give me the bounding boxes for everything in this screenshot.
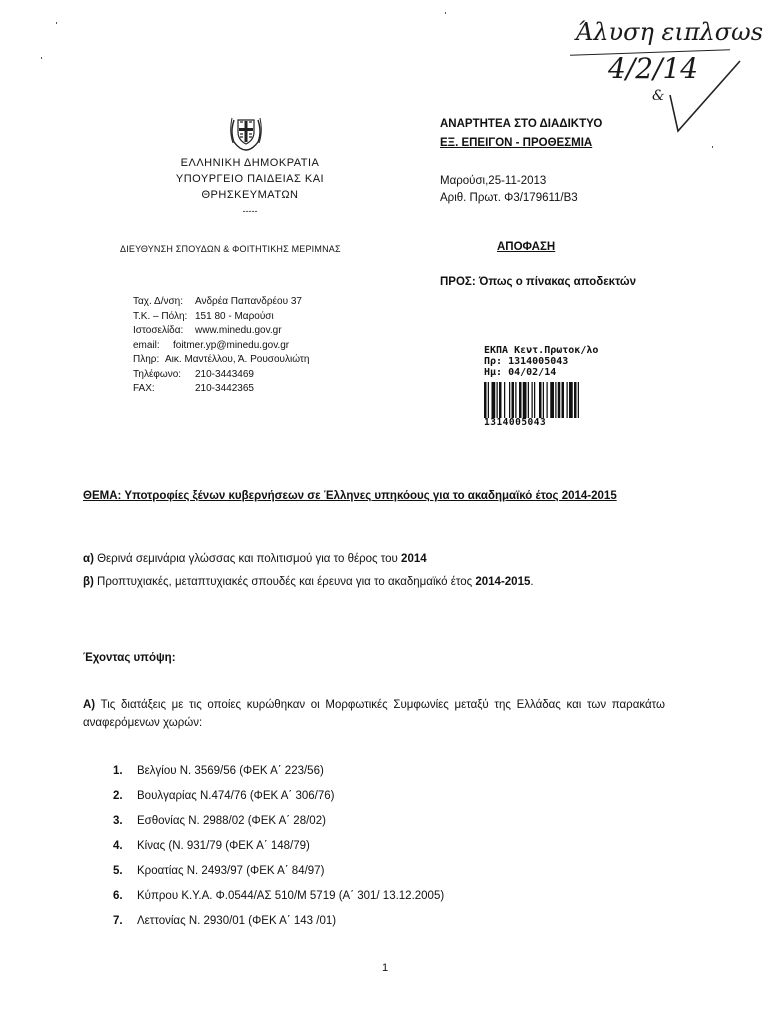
item-text: Προπτυχιακές, μεταπτυχιακές σπουδές και έρευνα για το ακαδημαϊκό έτος	[93, 576, 476, 588]
contact-value: 210-3442365	[195, 383, 254, 394]
header-separator: -----	[242, 206, 258, 216]
greek-emblem-icon	[226, 112, 266, 152]
list-item: 3. Εσθονίας Ν. 2988/02 (ΦΕΚ Α΄ 28/02)	[113, 815, 326, 827]
website-link[interactable]: www.minedu.gov.gr	[195, 325, 282, 336]
scan-speck	[41, 57, 42, 59]
list-item: 5. Κροατίας Ν. 2493/97 (ΦΕΚ Α΄ 84/97)	[113, 865, 325, 877]
contact-value: 151 80 - Μαρούσι	[195, 310, 274, 322]
protocol-stamp	[484, 345, 598, 378]
contact-key: email:	[133, 339, 160, 351]
contact-value: 210-3443469	[195, 368, 254, 380]
scan-speck	[712, 146, 713, 148]
list-item: 7. Λεττονίας Ν. 2930/01 (ΦΕΚ Α΄ 143 /01)	[113, 915, 337, 927]
stamp-line-3: Ημ: 04/02/14	[484, 367, 557, 378]
agreements-paragraph	[83, 696, 665, 732]
item-label: α)	[83, 553, 94, 565]
publish-online-label: ΑΝΑΡΤΗΤΕΑ ΣΤΟ ΔΙΑΔΙΚΤΥΟ	[440, 118, 603, 130]
handwritten-initial: &	[652, 88, 665, 104]
barcode-icon	[484, 382, 612, 418]
item-year: 2014	[401, 553, 427, 565]
contact-key: Πληρ:	[133, 354, 160, 365]
list-item: 4. Κίνας (Ν. 931/79 (ΦΕΚ Α΄ 148/79)	[113, 840, 310, 852]
stamp-line-1: ΕΚΠΑ Κεντ.Πρωτοκ/λο	[484, 345, 599, 356]
place-date: Μαρούσι,25-11-2013	[440, 175, 547, 187]
contact-value: Αικ. Μαντέλλου, Ά. Ρουσουλιώτη	[165, 354, 310, 365]
contact-key: FAX:	[133, 383, 155, 394]
contact-key: Τηλέφωνο:	[133, 368, 182, 380]
handwritten-date: 4/2/14	[608, 52, 699, 85]
handwritten-check-mark	[668, 55, 748, 135]
page-number: 1	[381, 962, 389, 974]
protocol-number: Αριθ. Πρωτ. Φ3/179611/Β3	[440, 192, 578, 204]
item-label: β)	[83, 576, 94, 588]
subject-line: ΘΕΜΑ: Υποτροφίες ξένων κυβερνήσεων σε Έλληνες υπηκόους για το ακαδημαϊκό έτος 2014-2015	[83, 490, 617, 502]
barcode-number: 1314005043	[484, 417, 547, 428]
list-item: 1. Βελγίου Ν. 3569/56 (ΦΕΚ Α΄ 223/56)	[113, 765, 324, 777]
paragraph-text: Τις διατάξεις με τις οποίες κυρώθηκαν οι Μορφωτικές Συμφωνίες μεταξύ της Ελλάδας και των παρακάτω αναφερόμενων χωρών:	[83, 699, 665, 729]
scan-speck	[445, 12, 446, 14]
handwritten-note: Άλυση ειπλσωs	[576, 18, 764, 46]
having-in-mind-heading: Έχοντας υπόψη:	[83, 652, 176, 664]
item-a	[83, 553, 427, 565]
issuer-line-2: ΥΠΟΥΡΓΕΙΟ ΠΑΙΔΕΙΑΣ ΚΑΙ	[175, 173, 325, 185]
issuer-header	[130, 155, 370, 203]
department-name: ΔΙΕΥΘΥΝΣΗ ΣΠΟΥΔΩΝ & ΦΟΙΤΗΤΙΚΗΣ ΜΕΡΙΜΝΑΣ	[120, 244, 341, 254]
paragraph-label: Α)	[83, 699, 96, 711]
item-year: 2014-2015	[475, 576, 531, 588]
urgent-deadline-label: ΕΞ. ΕΠΕΙΓΟΝ - ΠΡΟΘΕΣΜΙΑ	[440, 137, 593, 149]
stamp-line-2: Πρ: 1314005043	[484, 356, 569, 367]
scan-speck	[56, 22, 57, 24]
list-item: 6. Κύπρου Κ.Υ.Α. Φ.0544/ΑΣ 510/Μ 5719 (Α΄ 301/ 13.12.2005)	[113, 890, 445, 902]
date-protocol	[440, 173, 578, 207]
item-end: .	[530, 576, 534, 588]
contact-block	[133, 295, 309, 397]
decision-title: ΑΠΟΦΑΣΗ	[497, 241, 556, 253]
recipients-line: ΠΡΟΣ: Όπως ο πίνακας αποδεκτών	[440, 276, 637, 288]
item-text: Θερινά σεμινάρια γλώσσας και πολιτισμού για το θέρος του	[93, 553, 402, 565]
email-link[interactable]: foitmer.yp@minedu.gov.gr	[173, 339, 290, 351]
list-item: 2. Βουλγαρίας Ν.474/76 (ΦΕΚ Α΄ 306/76)	[113, 790, 335, 802]
publication-notice	[440, 115, 602, 153]
contact-key: Τ.Κ. – Πόλη:	[133, 310, 188, 322]
contact-key: Ιστοσελίδα:	[133, 325, 184, 336]
issuer-line-3: ΘΡΗΣΚΕΥΜΑΤΩΝ	[201, 189, 299, 201]
issuer-line-1: ΕΛΛΗΝΙΚΗ ΔΗΜΟΚΡΑΤΙΑ	[180, 157, 320, 169]
item-b	[83, 576, 534, 588]
contact-key: Ταχ. Δ/νση:	[133, 296, 184, 307]
contact-value: Ανδρέα Παπανδρέου 37	[195, 296, 302, 307]
